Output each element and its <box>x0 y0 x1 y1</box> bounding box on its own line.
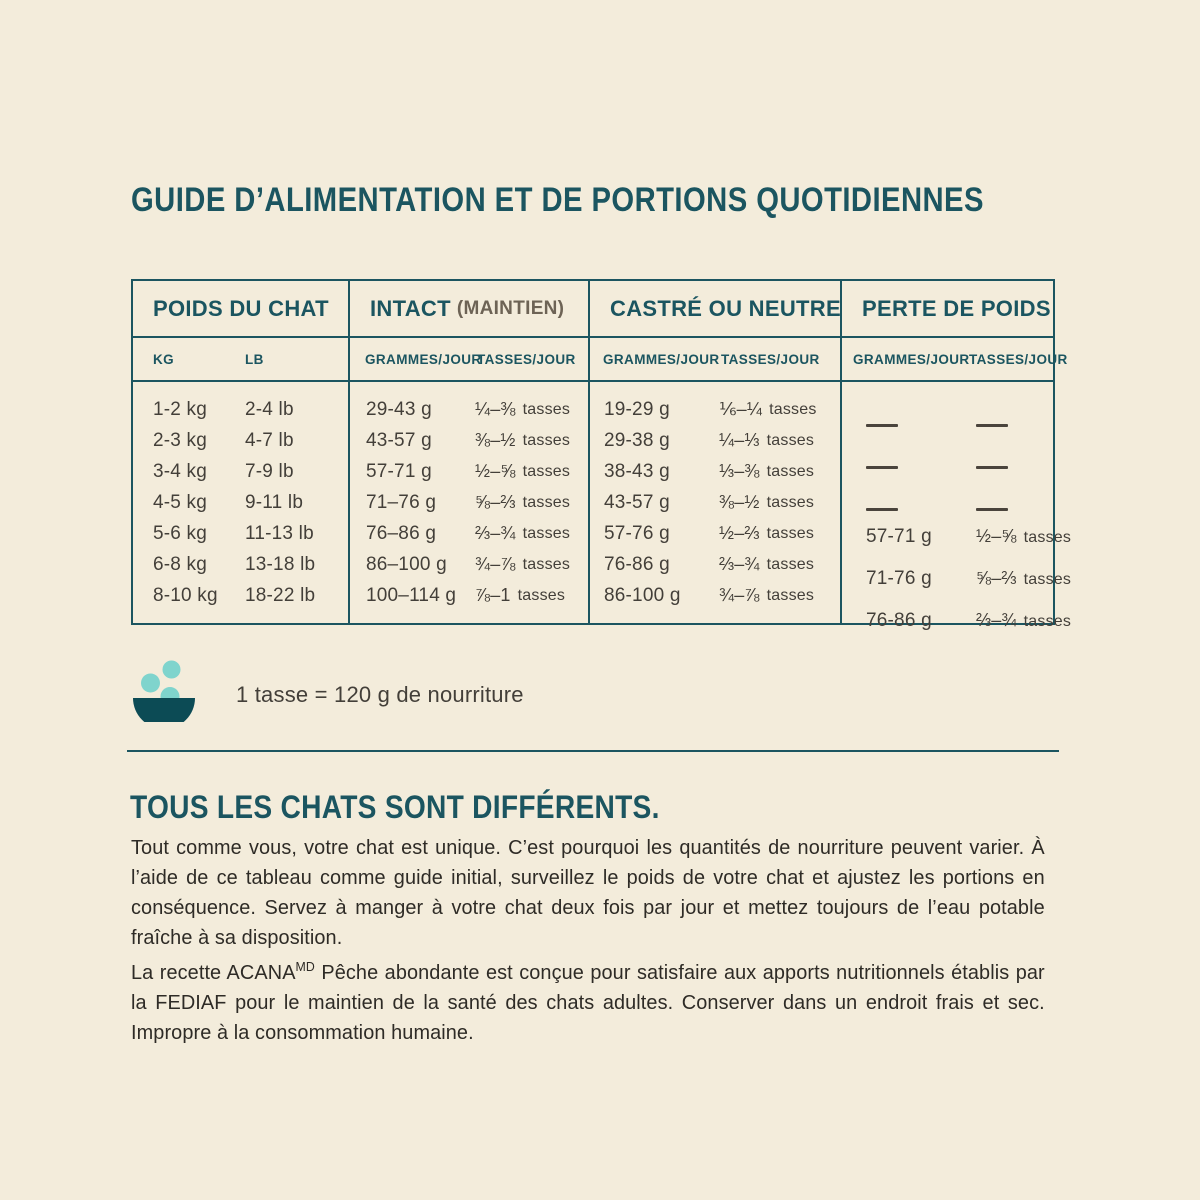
section-paragraph-1: Tout comme vous, votre chat est unique. C’est pourquoi les quantités de nourriture peuvent varier. À l’aide de ce tableau comme guide initial, surveillez le poids de votre chat et ajustez les portions en conséquence. Servez à manger à votre chat deux fois par jour et mettez toujours de l’eau potable fraîche à sa disposition. <box>131 836 1045 949</box>
cell-unit: tasses <box>766 524 815 542</box>
cell-unit: tasses <box>522 400 571 418</box>
table-row <box>366 580 588 611</box>
cell-primary: 38-43 g <box>604 460 670 482</box>
cell-primary: 57-71 g <box>366 460 432 482</box>
cell-unit: tasses <box>517 586 566 604</box>
cell-primary: 76-86 g <box>604 553 670 575</box>
cell-primary: 4-5 kg <box>153 491 208 513</box>
cell-unit: tasses <box>766 493 815 511</box>
cell-unit: tasses <box>766 462 815 480</box>
table-row <box>366 487 588 518</box>
group-title-neutered <box>590 281 840 336</box>
page-title: GUIDE D’ALIMENTATION ET DE PORTIONS QUOTIDIENNES <box>131 181 984 219</box>
table-row <box>153 580 348 611</box>
section-paragraph-2 <box>131 952 1045 1048</box>
cell-primary: 29-43 g <box>366 398 432 420</box>
empty-value-dash <box>976 424 1008 427</box>
subheader-weightloss-grams: GRAMMES/JOUR <box>853 351 970 367</box>
table-row <box>866 526 1071 548</box>
table-row <box>604 518 840 549</box>
cell-primary: 19-29 g <box>604 398 670 420</box>
cell-primary: 71–76 g <box>366 491 437 513</box>
cell-secondary: ¾–⅞ <box>475 554 516 574</box>
table-body <box>133 382 1072 631</box>
cell-secondary: 18-22 lb <box>245 584 316 606</box>
cell-secondary: 11-13 lb <box>245 522 314 544</box>
cell-unit: tasses <box>522 555 571 573</box>
cell-secondary: ¼–⅜ <box>475 399 516 419</box>
empty-value-dash <box>866 508 898 511</box>
table-row <box>604 487 840 518</box>
table-row <box>604 394 840 425</box>
cell-unit: tasses <box>522 431 571 449</box>
cell-primary: 86–100 g <box>366 553 447 575</box>
cell-primary: 100–114 g <box>366 584 457 606</box>
subheader-neutered-cups: TASSES/JOUR <box>721 351 820 367</box>
neutered-cells <box>590 382 840 623</box>
group-title-intact-label: INTACT <box>370 295 451 321</box>
cell-unit: tasses <box>769 400 817 418</box>
table-row <box>866 610 1071 632</box>
group-title-neutered-label: CASTRÉ OU NEUTRE <box>610 295 841 321</box>
group-title-weight-label: POIDS DU CHAT <box>153 295 329 321</box>
cup-equivalence-text: 1 tasse = 120 g de nourriture <box>236 682 524 707</box>
cell-unit: tasses <box>766 431 815 449</box>
empty-value-dash <box>976 466 1008 469</box>
body-col-neutered <box>588 382 840 623</box>
subhead-col-weight <box>133 338 348 380</box>
group-title-weightloss <box>842 281 1053 336</box>
subhead-col-neutered <box>588 338 840 380</box>
body-col-weight <box>133 382 348 623</box>
cell-secondary: ⅔–¾ <box>976 610 1017 630</box>
table-subheader-row <box>133 338 1068 382</box>
cell-secondary: ⅝–⅔ <box>976 568 1017 588</box>
group-col-weightloss <box>840 281 1053 336</box>
table-row <box>153 456 348 487</box>
cell-primary: 71-76 g <box>866 568 932 589</box>
cell-primary: 2-3 kg <box>153 429 208 451</box>
table-row <box>604 425 840 456</box>
cell-primary: 29-38 g <box>604 429 670 451</box>
cell-secondary: ⅜–½ <box>719 492 760 512</box>
table-row <box>366 456 588 487</box>
cell-primary: 6-8 kg <box>153 553 208 575</box>
cell-secondary: 9-11 lb <box>245 491 304 513</box>
cell-primary: 8-10 kg <box>153 584 218 606</box>
cell-unit: tasses <box>522 493 571 511</box>
intact-cells <box>350 382 588 623</box>
cell-primary: 76–86 g <box>366 522 437 544</box>
cell-secondary: 7-9 lb <box>245 460 294 482</box>
subheader-neutered-grams: GRAMMES/JOUR <box>603 351 720 367</box>
cell-secondary: ¼–⅓ <box>719 430 760 450</box>
cell-secondary: ½–⅝ <box>976 526 1017 546</box>
cell-secondary: ½–⅝ <box>475 461 516 481</box>
subheader-weight <box>133 338 348 380</box>
table-row <box>366 518 588 549</box>
cell-primary: 5-6 kg <box>153 522 208 544</box>
empty-value-dash <box>866 424 898 427</box>
group-col-neutered <box>588 281 840 336</box>
section-divider <box>127 750 1059 752</box>
group-col-intact <box>348 281 588 336</box>
cell-secondary: ¾–⅞ <box>719 585 760 605</box>
group-title-weightloss-label: PERTE DE POIDS <box>862 295 1051 321</box>
cell-secondary: ⅔–¾ <box>719 554 760 574</box>
body-col-weightloss <box>840 382 1072 631</box>
weightloss-inner <box>854 394 1072 631</box>
subheader-intact-cups: TASSES/JOUR <box>477 351 576 367</box>
cell-secondary: ⅔–¾ <box>475 523 516 543</box>
group-title-weight <box>133 281 348 336</box>
paragraph-2-prefix: La recette ACANA <box>131 960 296 984</box>
cell-secondary: 4-7 lb <box>245 429 294 451</box>
table-row <box>153 549 348 580</box>
table-row <box>153 518 348 549</box>
subheader-weightloss-cups: TASSES/JOUR <box>969 351 1068 367</box>
weightloss-cells <box>842 382 1072 631</box>
cell-secondary: 2-4 lb <box>245 398 294 420</box>
cell-secondary: ½–⅔ <box>719 523 760 543</box>
section-heading: TOUS LES CHATS SONT DIFFÉRENTS. <box>130 789 660 825</box>
table-group-header-row <box>133 281 1053 338</box>
group-title-intact-paren: (MAINTIEN) <box>456 297 565 319</box>
cell-unit: tasses <box>766 586 815 604</box>
subhead-col-weightloss <box>840 338 1068 380</box>
cell-primary: 43-57 g <box>604 491 670 513</box>
empty-value-dash <box>866 466 898 469</box>
cell-unit: tasses <box>522 462 571 480</box>
cell-primary: 76-86 g <box>866 610 932 631</box>
food-bowl-icon <box>131 660 231 722</box>
cell-primary: 43-57 g <box>366 429 432 451</box>
cell-unit: tasses <box>1023 529 1072 546</box>
trademark-superscript: MD <box>295 959 315 974</box>
subheader-intact-grams: GRAMMES/JOUR <box>365 351 482 367</box>
body-col-intact <box>348 382 588 623</box>
table-row <box>366 549 588 580</box>
cell-primary: 86-100 g <box>604 584 681 606</box>
cell-primary: 3-4 kg <box>153 460 208 482</box>
table-row <box>366 425 588 456</box>
weight-cells <box>133 382 348 623</box>
cell-secondary: ⅙–¼ <box>719 399 763 419</box>
empty-value-dash <box>976 508 1008 511</box>
cell-unit: tasses <box>766 555 815 573</box>
group-title-intact <box>350 281 588 336</box>
cell-unit: tasses <box>1023 571 1072 588</box>
table-row <box>604 456 840 487</box>
group-col-weight <box>133 281 348 336</box>
cell-primary: 57-71 g <box>866 526 932 547</box>
cell-secondary: ⅞–1 <box>475 585 511 605</box>
table-row <box>153 394 348 425</box>
subhead-col-intact <box>348 338 588 380</box>
cell-secondary: ⅝–⅔ <box>475 492 516 512</box>
cell-secondary: 13-18 lb <box>245 553 316 575</box>
table-row <box>366 394 588 425</box>
table-row <box>153 425 348 456</box>
cell-secondary: ⅜–½ <box>475 430 516 450</box>
paragraph-2-rest: Pêche abondante est conçue pour satisfaire aux apports nutritionnels établis par la FEDIAF pour le maintien de la santé des chats adultes. Conserver dans un endroit frais et sec. Impropre à la consommation humaine. <box>131 960 1045 1044</box>
cell-secondary: ⅓–⅜ <box>719 461 760 481</box>
subheader-neutered <box>590 338 840 380</box>
subheader-lb: LB <box>245 351 264 367</box>
subheader-weightloss <box>842 338 1068 380</box>
subheader-intact <box>350 338 588 380</box>
table-row <box>604 580 840 611</box>
cell-primary: 57-76 g <box>604 522 670 544</box>
subheader-kg: KG <box>153 351 175 367</box>
cell-primary: 1-2 kg <box>153 398 208 420</box>
table-row <box>866 568 1071 590</box>
feeding-table <box>131 279 1072 631</box>
cell-unit: tasses <box>522 524 571 542</box>
table-row <box>604 549 840 580</box>
cell-unit: tasses <box>1023 613 1072 630</box>
table-row <box>153 487 348 518</box>
